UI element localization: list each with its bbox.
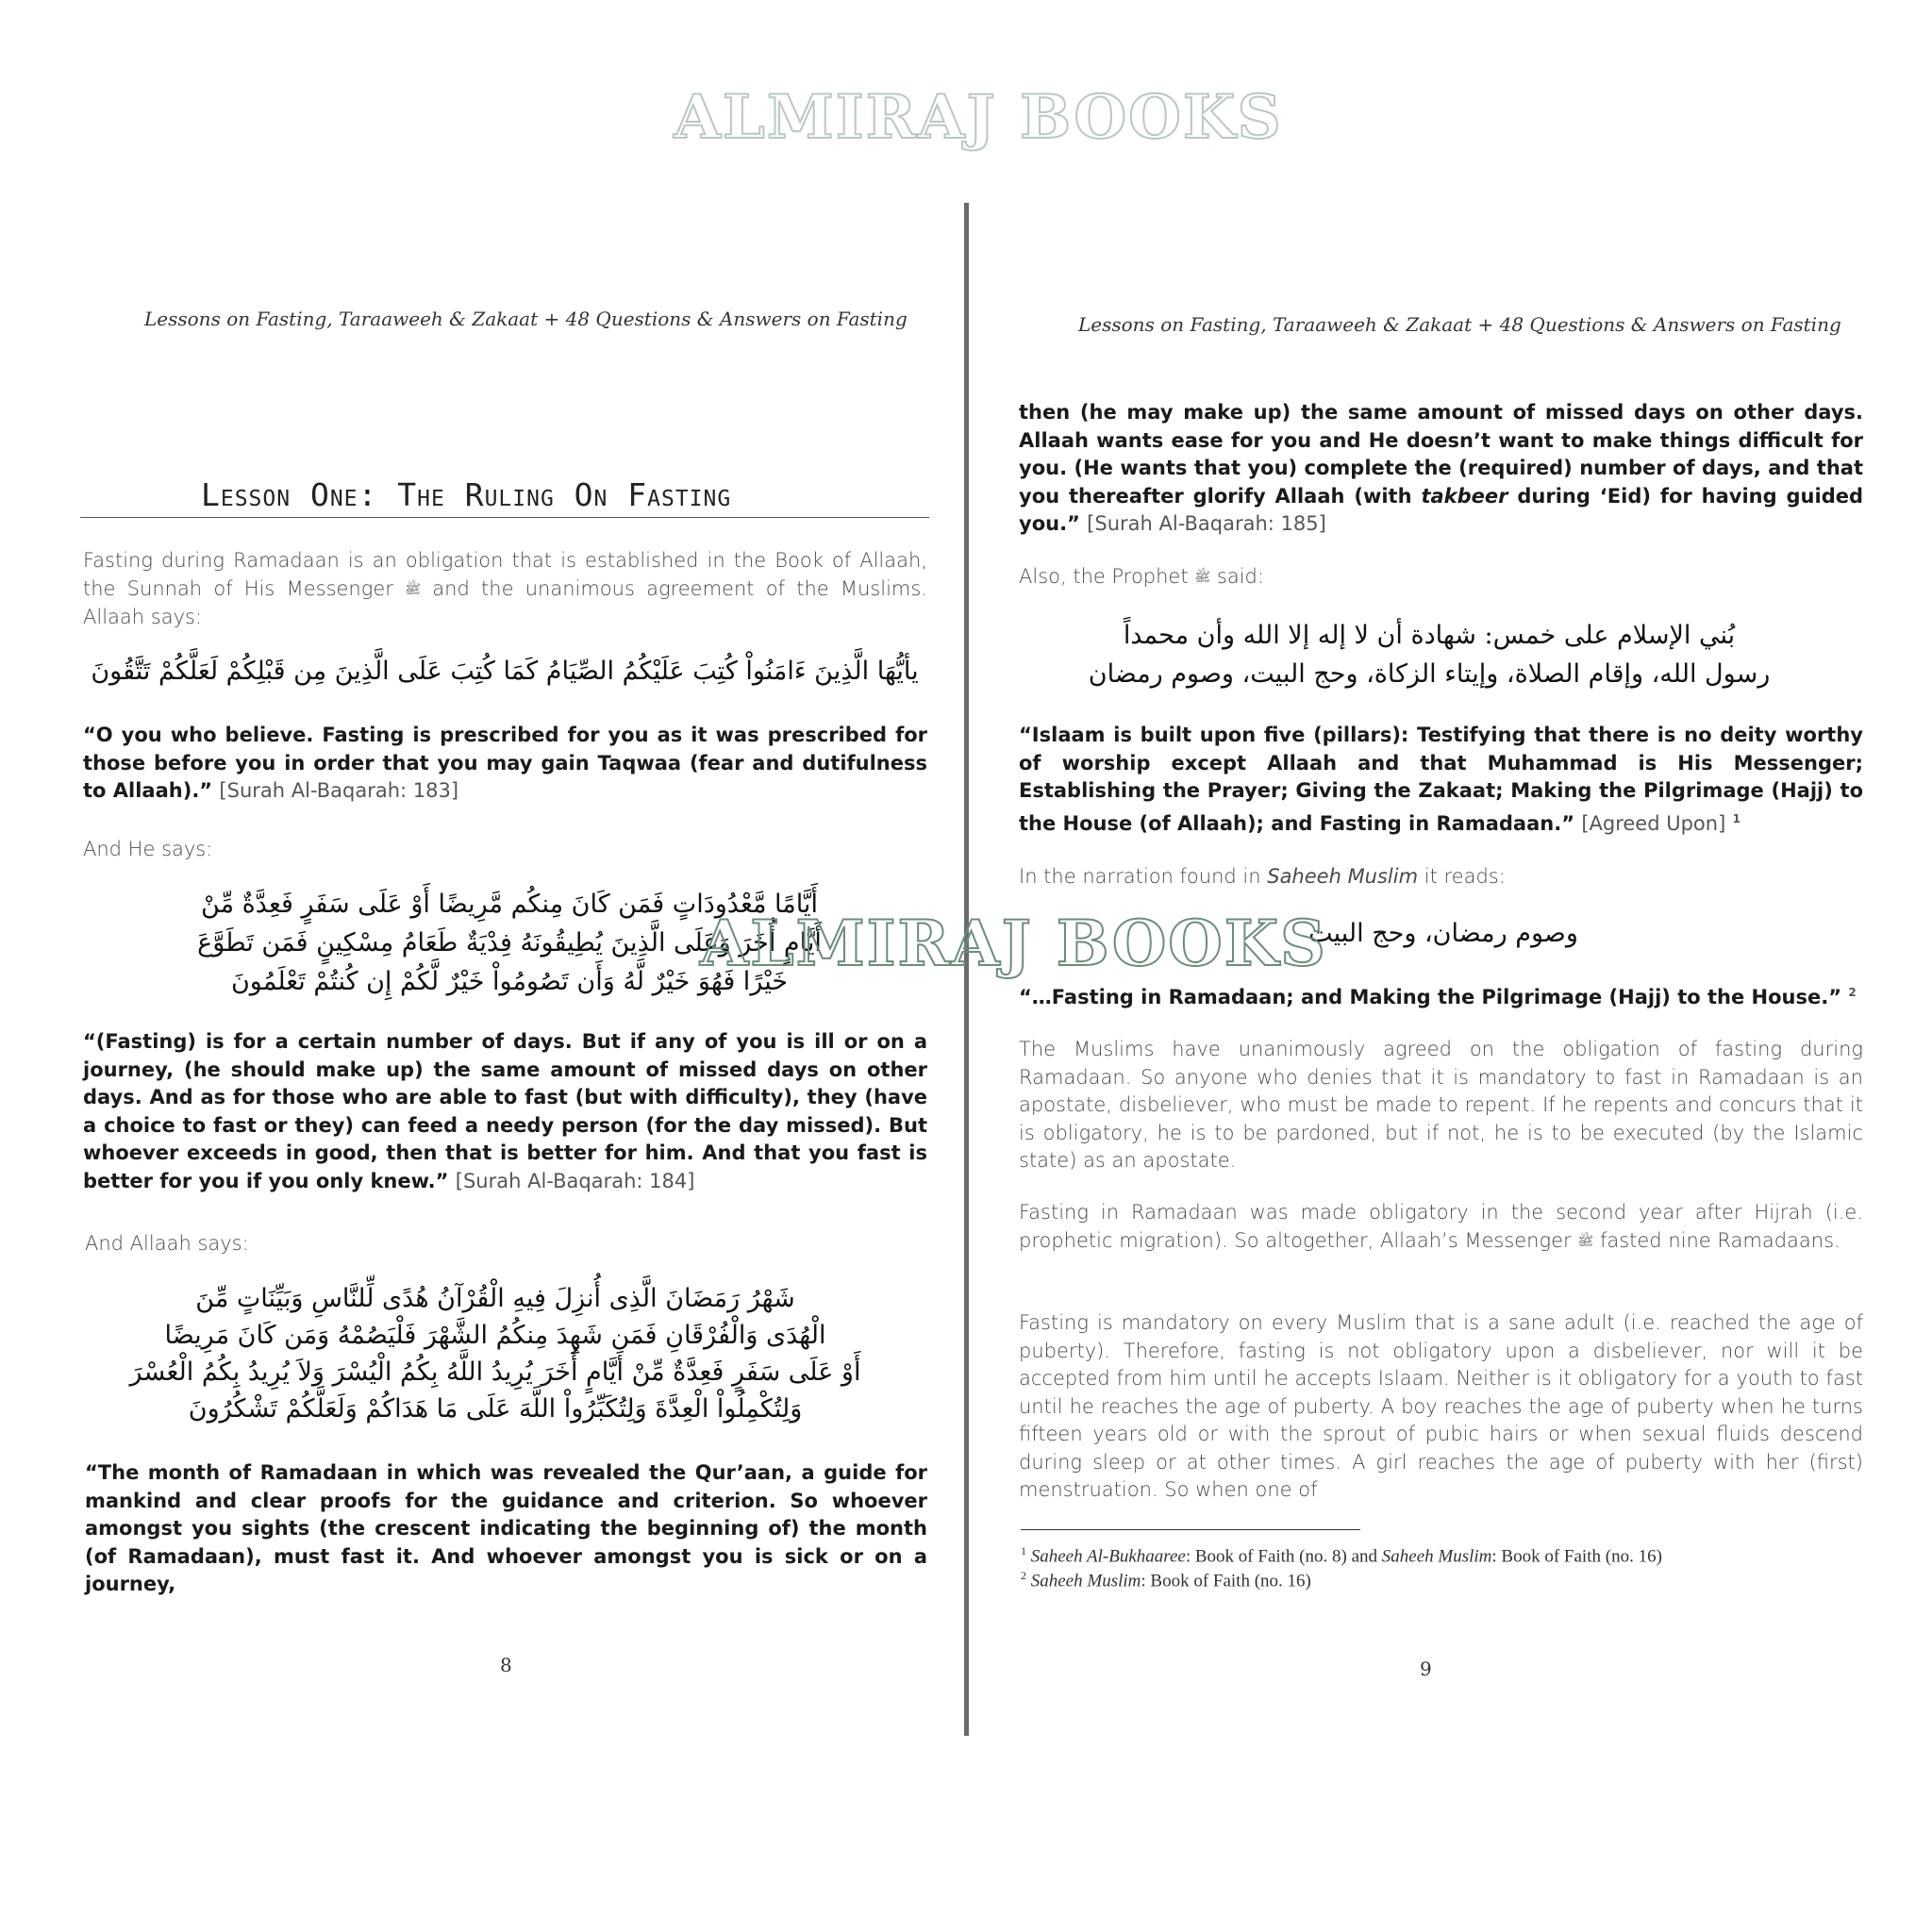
footnote-source: Saheeh Al-Bukhaaree bbox=[1030, 1546, 1186, 1567]
and-allaah-says: And Allaah says: bbox=[85, 1232, 249, 1255]
arabic-line: وَلِتُكْمِلُواْ الْعِدَّةَ وَلِتُكَبِّرُواْ اللَّهَ عَلَى مَا هَدَاكُمْ وَلَعَلَّكُمْ تَشْكُرُونَ bbox=[188, 1394, 803, 1424]
left-running-head: Lessons on Fasting, Taraaweeh & Zakaat + 48 Questions & Answers on Fasting bbox=[144, 308, 908, 330]
page-number-right: 9 bbox=[1420, 1657, 1432, 1680]
intro-text-a: Fasting during Ramadaan is an obligation that is established in the Book of Allaah, the Sunnah of His Messenger bbox=[83, 549, 927, 600]
footnote-text: : Book of Faith (no. 16) bbox=[1491, 1546, 1662, 1567]
quote-185: “The month of Ramadaan in which was revealed the Qur’aan, a guide for mankind and clear proofs for the guidance and criterion. So whoever amongst you sights (the crescent indicating the beginning of) the month (of Ramadaan), must fast it. And whoever amongst you is sick or on a journey, bbox=[85, 1461, 927, 1595]
quote-185-cont-text-b: during ‘Eid) for having guided you.” bbox=[1019, 484, 1863, 535]
arabic-line: شَهْرُ رَمَضَانَ الَّذِى أُنزِلَ فِيهِ الْقُرْآنُ هُدًى لِّلنَّاسِ وَبَيِّنَاتٍ مِّنَ bbox=[195, 1284, 795, 1313]
footnote-number: 1 bbox=[1021, 1544, 1026, 1557]
arabic-line: وصوم رمضان، وحج البيت bbox=[1308, 919, 1578, 948]
arabic-verse-183 bbox=[80, 653, 929, 690]
footnote-marker-2[interactable]: 2 bbox=[1848, 986, 1857, 999]
arabic-line: أَوْ عَلَى سَفَرٍ فَعِدَّةٌ مِّنْ أَيَّامٍ أُخَرَ يُرِيدُ اللَّهُ بِكُمُ الْيُسْرَ وَلاَ يُرِيدُ بِكُمُ الْعُسْرَ bbox=[129, 1357, 861, 1387]
quote-183 bbox=[83, 722, 927, 806]
and-he-says: And He says: bbox=[83, 838, 213, 860]
quote-184-citation: [Surah Al-Baqarah: 184] bbox=[455, 1169, 695, 1192]
quote-185-cont-text-a: then (he may make up) the same amount of missed days on other days. Allaah wants ease for you and He doesn’t want to make things difficult for you. (He wants that you) complete the (required) number of days, and that you thereafter glorify Allaah (with bbox=[1019, 401, 1863, 508]
quote-185-continued bbox=[1019, 399, 1863, 539]
footnote-divider bbox=[1021, 1529, 1360, 1530]
arabic-narration bbox=[1292, 915, 1594, 952]
center-watermark: ALMIRAJ BOOKS bbox=[700, 907, 1327, 980]
footnote-text: : Book of Faith (no. 8) and bbox=[1185, 1546, 1382, 1567]
intro-text-b: and the unanimous agreement of the Muslims. Allaah says: bbox=[83, 576, 927, 628]
narration-intro bbox=[1019, 863, 1679, 891]
said-text: said: bbox=[1216, 565, 1264, 588]
arabic-line: يأيُّهَا الَّذِينَ ءَامَنُواْ كُتِبَ عَلَيْكُمُ الصِّيَامُ كَمَا كُتِبَ عَلَى الَّذِينَ مِن قَبْلِكُمْ لَعَلَّكُمْ تَتَّقُونَ bbox=[91, 657, 919, 686]
consensus-paragraph: The Muslims have unanimously agreed on the obligation of fasting during Ramadaan. So anyone who denies that it is mandatory to fast in Ramadaan is an apostate, disbeliever, who must be made to repent. If he repents and concurs that it is obligatory, he is to be pardoned, but if not, he is to be executed (by the Islamic state) as an apostate. bbox=[1019, 1038, 1863, 1172]
narration-quote-text: “…Fasting in Ramadaan; and Making the Pilgrimage (Hajj) to the House.” bbox=[1019, 986, 1841, 1008]
quote-184-text: “(Fasting) is for a certain number of days. But if any of you is ill or on a journey, (he should make up) the same amount of missed days on other days. And as for those who are able to fast (but with difficulty), they (have a choice to fast or they) can feed a needy person (for the day missed). But whoever exceeds in good, then that is better for him. And that you fast is better for you if you only knew.” bbox=[83, 1030, 927, 1192]
arabic-hadith-five-pillars bbox=[1057, 616, 1802, 693]
hadith-five-pillars bbox=[1019, 722, 1863, 838]
arabic-line: أَيَّامٍ أُخَرَ وَعَلَى الَّذِينَ يُطِيقُونَهُ فِدْيَةٌ طَعَامُ مِسْكِينٍ فَمَن تَطَوَّعَ bbox=[197, 928, 822, 958]
footnote-source: Saheeh Muslim bbox=[1030, 1571, 1141, 1591]
hadith-text: “Islaam is built upon five (pillars): Testifying that there is no deity worthy of worship except Allaah and that Muhammad is His Messenger; Establishing the Prayer; Giving the Zakaat; Making the Pilgrimage (Hajj) to the House (of Allaah); and Fasting in Ramadaan.” bbox=[1019, 724, 1863, 835]
quote-185-citation: [Surah Al-Baqarah: 185] bbox=[1087, 512, 1326, 535]
obligation-year-paragraph bbox=[1019, 1199, 1863, 1256]
quote-183-citation: [Surah Al-Baqarah: 183] bbox=[219, 779, 459, 802]
salutation-icon: ﷺ bbox=[405, 581, 422, 597]
mandatory-paragraph: Fasting is mandatory on every Muslim that is a sane adult (i.e. reached the age of puberty). Therefore, fasting is not obligatory upon a disbeliever, nor will it be accepted from him until he accepts Islaam. Neither is it obligatory for a youth to fast until he reaches the age of puberty. A boy reaches the age of puberty when he turns fifteen years old or with the sprout of pubic hairs or when sexual fluids descend during sleep or at other times. A girl reaches the age of puberty with her (first) menstruation. So when one of bbox=[1019, 1311, 1863, 1501]
obligation-text-b: fasted nine Ramadaans. bbox=[1599, 1228, 1840, 1252]
obligation-text-a: Fasting in Ramadaan was made obligatory in the second year after Hijrah (i.e. prophetic migration). So altogether, Allaah’s Messenger bbox=[1019, 1201, 1863, 1252]
footnote-marker-1[interactable]: 1 bbox=[1732, 811, 1740, 825]
quote-183-text: “O you who believe. Fasting is prescribed for you as it was prescribed for those before you in order that you may gain Taqwaa (fear and dutifulness to Allaah).” bbox=[83, 724, 927, 802]
footnote-text: : Book of Faith (no. 16) bbox=[1141, 1571, 1311, 1591]
arabic-line: الْهُدَى وَالْفُرْقَانِ فَمَن شَهِدَ مِنكُمُ الشَّهْرَ فَلْيَصُمْهُ وَمَن كَانَ مَرِيضًا bbox=[164, 1321, 826, 1350]
left-intro-paragraph bbox=[83, 547, 927, 632]
arabic-line: بُني الإسلام على خمس: شهادة أن لا إله إلا الله وأن محمداً bbox=[1123, 621, 1736, 650]
arabic-verse-185 bbox=[104, 1280, 887, 1427]
narration-source: Saheeh Muslim bbox=[1267, 865, 1419, 888]
quote-185-cont-italic: takbeer bbox=[1421, 484, 1508, 508]
arabic-line: أَيَّامًا مَّعْدُودَاتٍ فَمَن كَانَ مِنكُم مَّرِيضًا أَوْ عَلَى سَفَرٍ فَعِدَّةٌ مِّنْ bbox=[201, 890, 818, 919]
title-underline bbox=[80, 517, 929, 518]
narration-text-b: it reads: bbox=[1424, 865, 1506, 888]
quote-184 bbox=[83, 1028, 927, 1195]
footnote-2 bbox=[1021, 1564, 1311, 1592]
page-number-left: 8 bbox=[500, 1654, 512, 1676]
right-running-head: Lessons on Fasting, Taraaweeh & Zakaat + 48 Questions & Answers on Fasting bbox=[1078, 313, 1841, 336]
lesson-title: Lesson One: The Ruling On Fasting bbox=[201, 476, 732, 513]
also-prophet-said bbox=[1019, 563, 1396, 592]
arabic-line: رسول الله، وإقام الصلاة، وإيتاء الزكاة، وحج البيت، وصوم رمضان bbox=[1088, 659, 1771, 689]
also-prophet-text: Also, the Prophet bbox=[1019, 565, 1189, 588]
footnote-number: 2 bbox=[1021, 1569, 1026, 1582]
footnote-source: Saheeh Muslim bbox=[1381, 1546, 1492, 1567]
salutation-icon: ﷺ bbox=[1194, 570, 1211, 585]
hadith-citation: [Agreed Upon] bbox=[1581, 811, 1726, 835]
salutation-icon: ﷺ bbox=[1577, 1233, 1594, 1249]
arabic-line: خَيْرًا فَهُوَ خَيْرٌ لَّهُ وَأَن تَصُومُواْ خَيْرٌ لَّكُمْ إِن كُنتُمْ تَعْلَمُونَ bbox=[230, 967, 789, 996]
top-watermark: ALMIRAJ BOOKS bbox=[674, 82, 1283, 153]
narration-text-a: In the narration found in bbox=[1019, 865, 1261, 888]
